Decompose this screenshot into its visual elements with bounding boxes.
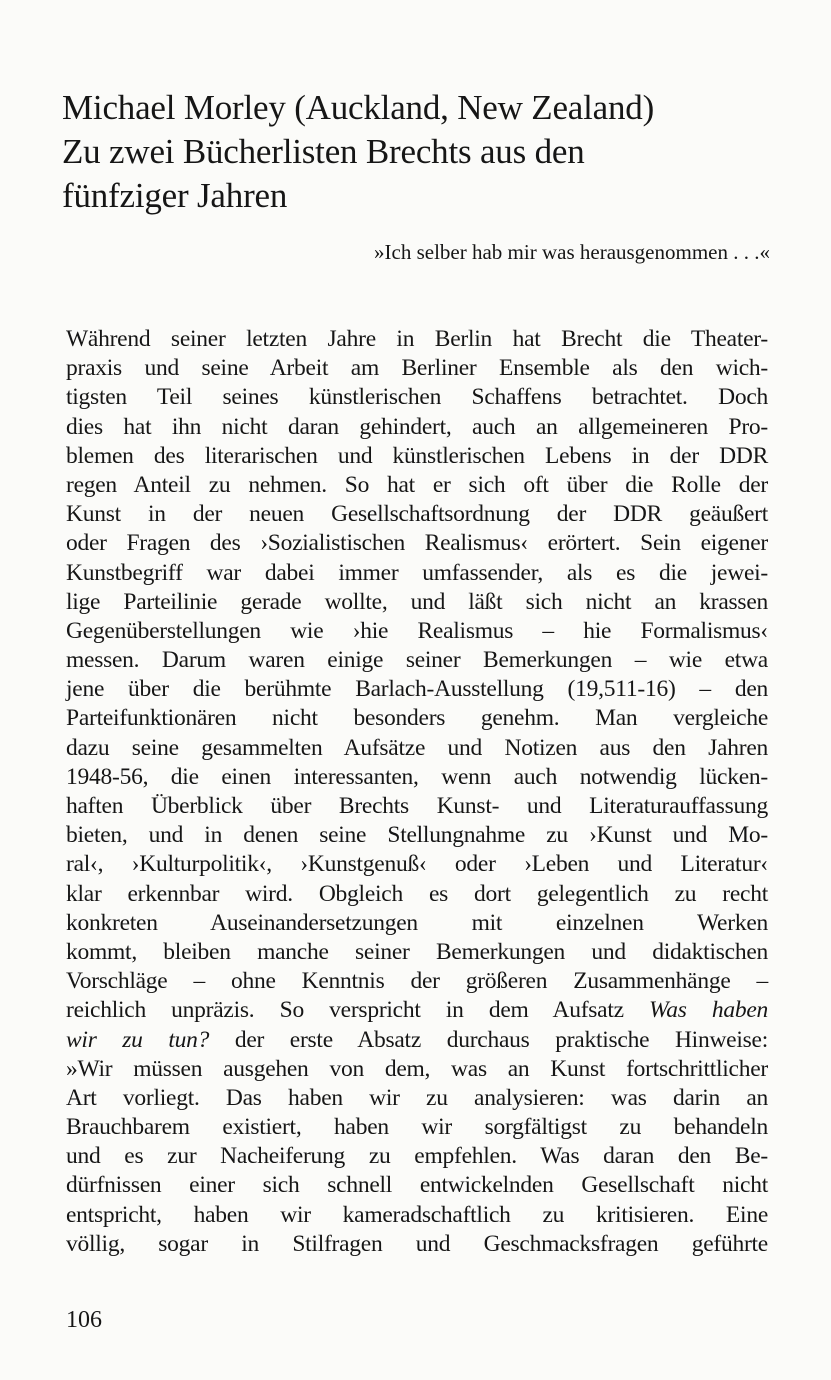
body-line: tigsten Teil seines künstlerischen Schaffens betrachtet. Doch bbox=[66, 384, 768, 411]
body-line: Kunstbegriff war dabei immer umfassender, als es die jewei- bbox=[66, 559, 768, 586]
body-line: und es zur Nacheiferung zu empfehlen. Was daran den Be- bbox=[66, 1143, 768, 1170]
body-line: kommt, bleiben manche seiner Bemerkungen und didaktischen bbox=[66, 938, 768, 965]
body-line: entspricht, haben wir kameradschaftlich zu kritisieren. Eine bbox=[66, 1201, 768, 1228]
body-text bbox=[66, 325, 768, 1259]
body-line: dürfnissen einer sich schnell entwickelnden Gesellschaft nicht bbox=[66, 1172, 768, 1199]
title-line-author: Michael Morley (Auckland, New Zealand) bbox=[62, 88, 655, 127]
italic-essay-title-continued: wir zu tun? bbox=[66, 1026, 210, 1053]
body-line: Art vorliegt. Das haben wir zu analysieren: was darin an bbox=[66, 1084, 768, 1111]
body-line: ral‹, ›Kulturpolitik‹, ›Kunstgenuß‹ oder ›Leben und Literatur‹ bbox=[66, 851, 768, 878]
article-title bbox=[62, 86, 782, 218]
body-line: haften Überblick über Brechts Kunst- und Literaturauffassung bbox=[66, 793, 768, 819]
body-line: Brauchbarem existiert, haben wir sorgfältigst zu behandeln bbox=[66, 1114, 768, 1141]
body-line: regen Anteil zu nehmen. So hat er sich oft über die Rolle der bbox=[66, 471, 768, 498]
body-line: konkreten Auseinandersetzungen mit einzelnen Werken bbox=[66, 909, 768, 936]
body-line: völlig, sogar in Stilfragen und Geschmacksfragen geführte bbox=[66, 1230, 768, 1257]
body-line: Gegenüberstellungen wie ›hie Realismus – hie Formalismus‹ bbox=[66, 617, 768, 644]
body-line: Vorschläge – ohne Kenntnis der größeren Zusammenhänge – bbox=[66, 968, 768, 995]
title-line-heading: Zu zwei Bücherlisten Brechts aus den bbox=[62, 132, 585, 171]
body-line: dies hat ihn nicht daran gehindert, auch an allgemeineren Pro- bbox=[66, 413, 768, 440]
body-line-text: reichlich unpräzis. So verspricht in dem Aufsatz bbox=[66, 997, 624, 1024]
body-line-with-italic-title bbox=[66, 996, 768, 1025]
body-line: blemen des literarischen und künstlerischen Lebens in der DDR bbox=[66, 442, 768, 469]
body-line: klar erkennbar wird. Obgleich es dort gelegentlich zu recht bbox=[66, 880, 768, 907]
body-line: lige Parteilinie gerade wollte, und läßt sich nicht an krassen bbox=[66, 588, 768, 615]
body-line: dazu seine gesammelten Aufsätze und Notizen aus den Jahren bbox=[66, 734, 768, 761]
epigraph: »Ich selber hab mir was herausgenommen . . .« bbox=[374, 240, 770, 264]
body-line: Kunst in der neuen Gesellschaftsordnung der DDR geäußert bbox=[66, 501, 768, 528]
body-line: »Wir müssen ausgehen von dem, was an Kunst fortschrittlicher bbox=[66, 1055, 768, 1082]
body-line: messen. Darum waren einige seiner Bemerkungen – wie etwa bbox=[66, 647, 768, 674]
body-line-with-italic-title bbox=[66, 1026, 768, 1055]
body-line: Parteifunktionären nicht besonders genehm. Man vergleiche bbox=[66, 705, 768, 732]
body-line: 1948-56, die einen interessanten, wenn auch notwendig lücken- bbox=[66, 763, 768, 790]
title-line-heading-continued: fünfziger Jahren bbox=[62, 176, 288, 215]
body-line: oder Fragen des ›Sozialistischen Realismus‹ erörtert. Sein eigener bbox=[66, 530, 768, 557]
body-line: jene über die berühmte Barlach-Ausstellung (19,511-16) – den bbox=[66, 676, 768, 703]
body-line-text: der erste Absatz durchaus praktische Hinweise: bbox=[234, 1026, 768, 1053]
body-line: bieten, und in denen seine Stellungnahme zu ›Kunst und Mo- bbox=[66, 822, 768, 849]
body-line: Während seiner letzten Jahre in Berlin hat Brecht die Theater- bbox=[66, 326, 768, 352]
page-number: 106 bbox=[66, 1307, 102, 1333]
body-line: praxis und seine Arbeit am Berliner Ensemble als den wich- bbox=[66, 355, 768, 382]
italic-essay-title: Was haben bbox=[649, 997, 768, 1024]
